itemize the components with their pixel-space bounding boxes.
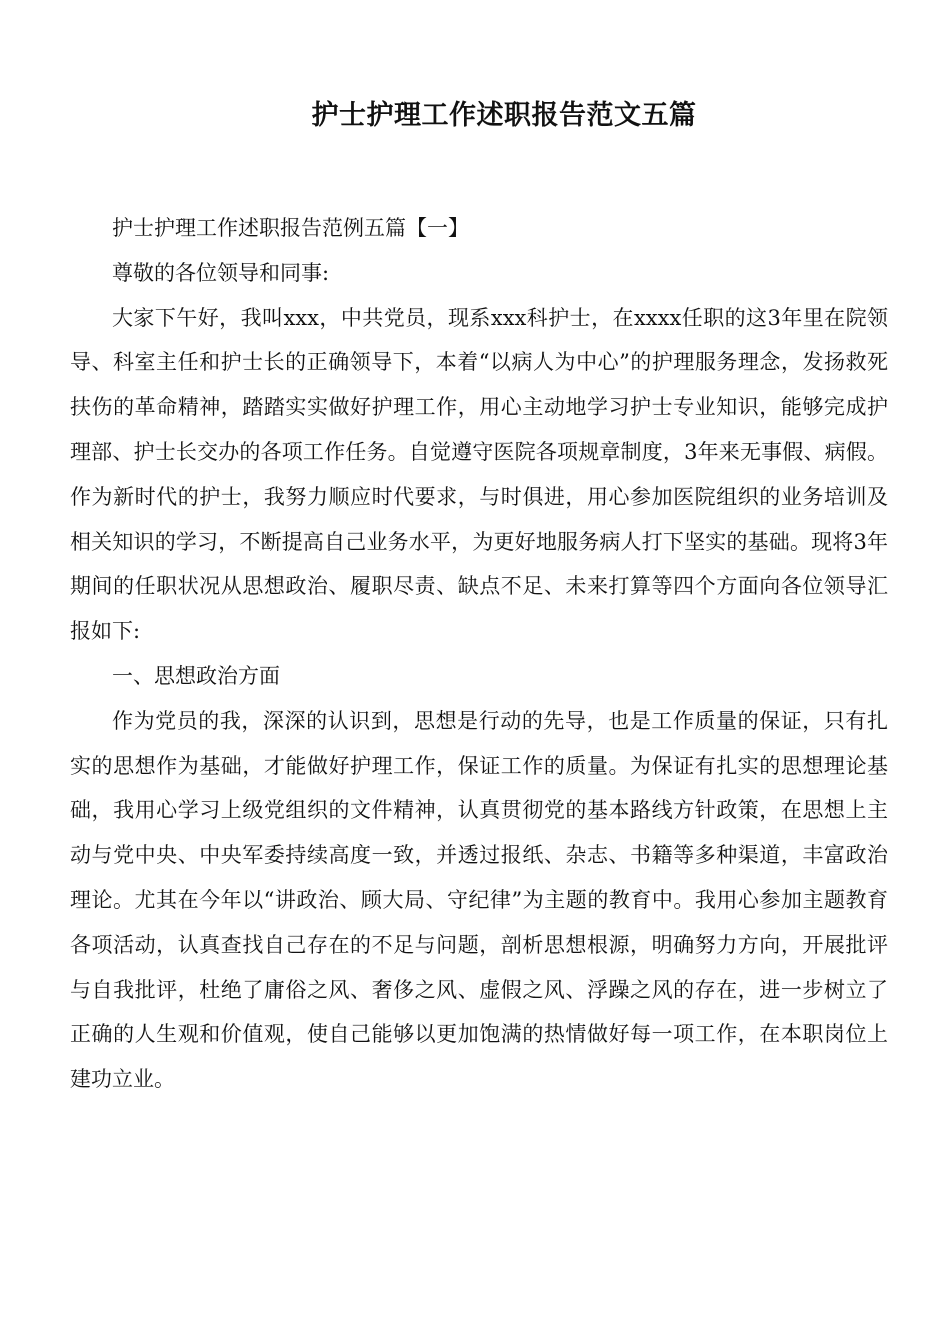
- intro-paragraph: 大家下午好，我叫xxx，中共党员，现系xxx科护士，在xxxx任职的这3年里在院领导、科室主任和护士长的正确领导下，本着“以病人为中心”的护理服务理念，发扬救死扶伤的革命精神，踏踏实实做好护理工作，用心主动地学习护士专业知识，能够完成护理部、护士长交办的各项工作任务。自觉遵守医院各项规章制度，3年来无事假、病假。作为新时代的护士，我努力顺应时代要求，与时俱进，用心参加医院组织的业务培训及相关知识的学习，不断提高自己业务水平，为更好地服务病人打下坚实的基础。现将3年期间的任职状况从思想政治、履职尽责、缺点不足、未来打算等四个方面向各位领导汇报如下:: [70, 305, 888, 644]
- salutation: 尊敬的各位领导和同事:: [112, 260, 330, 285]
- political-thought-paragraph: 作为党员的我，深深的认识到，思想是行动的先导，也是工作质量的保证，只有扎实的思想作为基础，才能做好护理工作，保证工作的质量。为保证有扎实的思想理论基础，我用心学习上级党组织的文件精神，认真贯彻党的基本路线方针政策，在思想上主动与党中央、中央军委持续高度一致，并透过报纸、杂志、书籍等多种渠道，丰富政治理论。尤其在今年以“讲政治、顾大局、守纪律”为主题的教育中。我用心参加主题教育各项活动，认真查找自己存在的不足与问题，剖析思想根源，明确努力方向，开展批评与自我批评，杜绝了庸俗之风、奢侈之风、虚假之风、浮躁之风的存在，进一步树立了正确的人生观和价值观，使自己能够以更加饱满的热情做好每一项工作，在本职岗位上建功立业。: [70, 708, 888, 1092]
- document-body: [70, 206, 888, 1102]
- section-heading-political-thought: 一、思想政治方面: [112, 663, 280, 688]
- document-title: 护士护理工作述职报告范文五篇: [311, 100, 697, 131]
- section-heading-part-one: 护士护理工作述职报告范例五篇【一】: [112, 216, 469, 240]
